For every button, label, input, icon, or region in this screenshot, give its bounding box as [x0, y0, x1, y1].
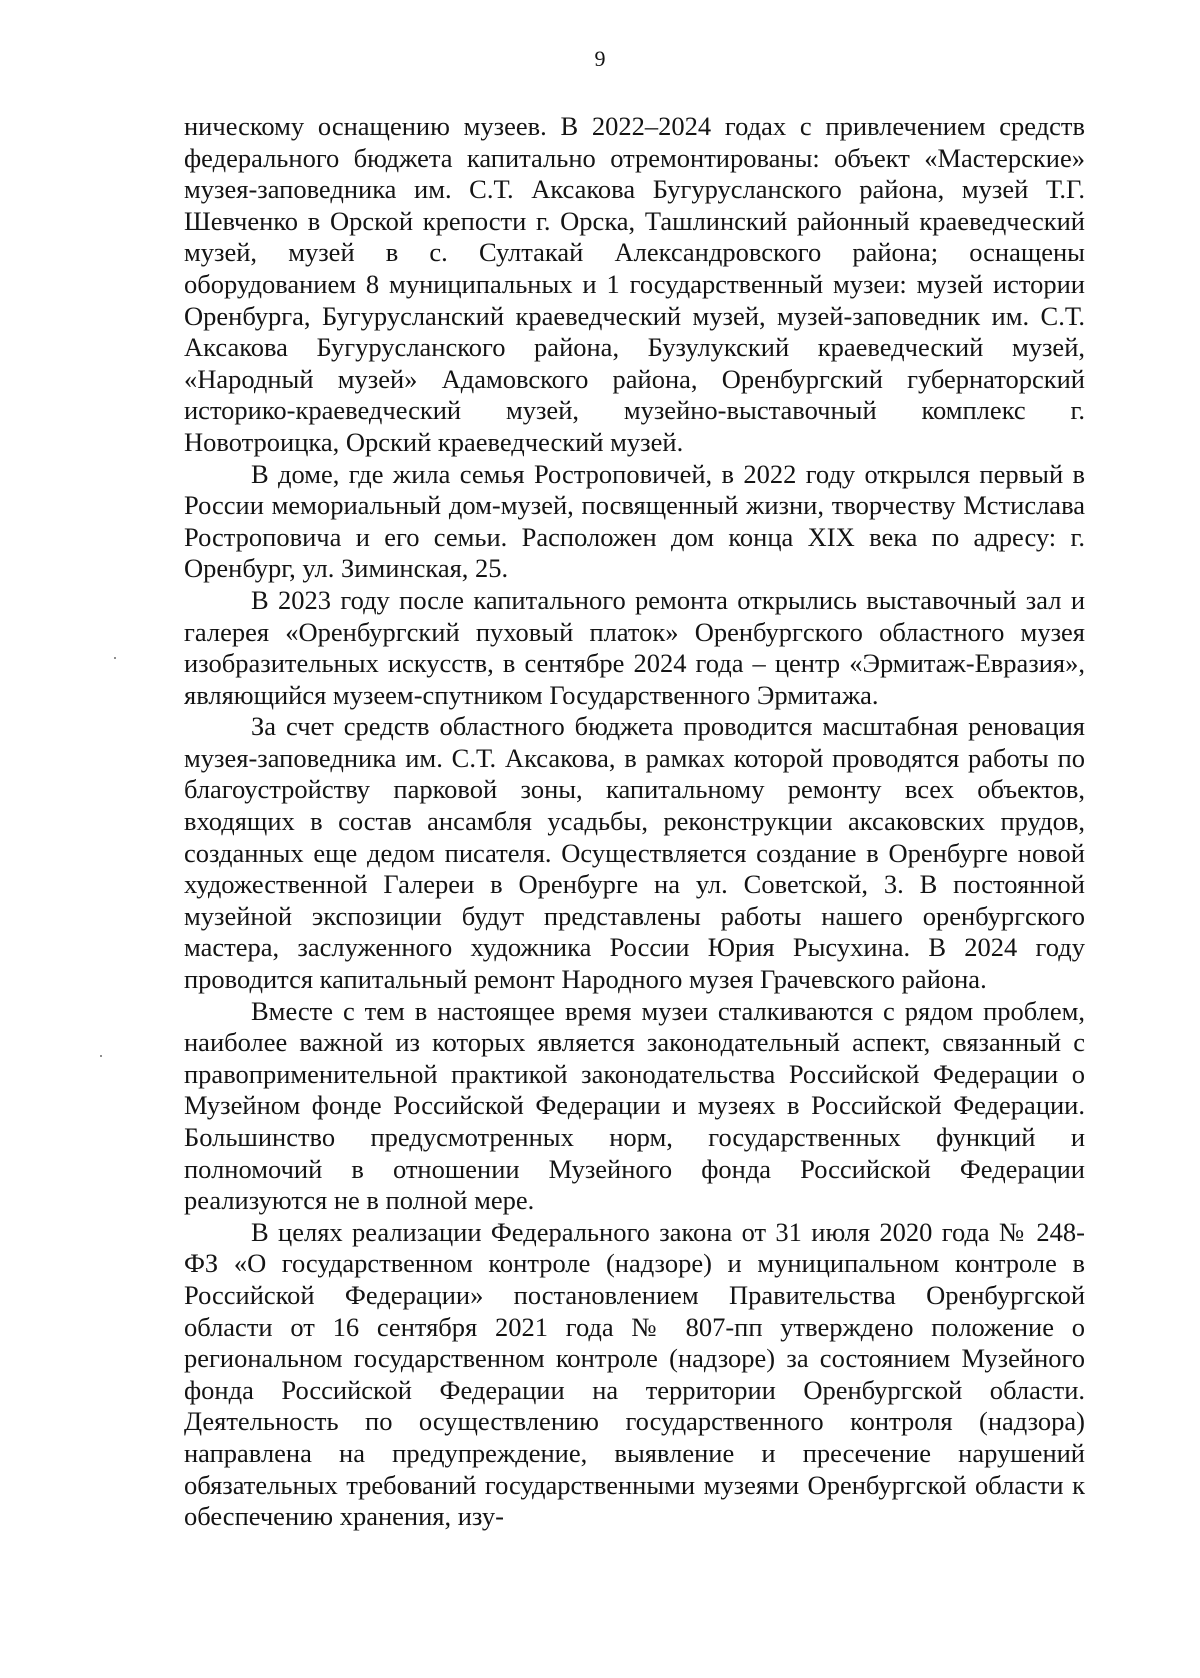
scan-speck: [100, 1055, 102, 1057]
page-number: 9: [594, 46, 606, 71]
document-body: [184, 111, 1085, 1533]
paragraph-legislative-problems: Вместе с тем в настоящее время музеи сталкиваются с рядом проблем, наиболее важной из которых является законодательный аспект, связанный с правоприменительной практикой законодательства Российской Федерации о Музейном фонде Российской Федерации и музеях в Российской Федерации. Большинство предусмотренных норм, государственных функций и полномочий в отношении Музейного фонда Российской Федерации реализуются не в полной мере.: [184, 995, 1085, 1216]
paragraph-aksakov-renovation: За счет средств областного бюджета проводится масштабная реновация музея-заповедника им. С.Т. Аксакова, в рамках которой проводятся работы по благоустройству парковой зоны, капитальному ремонту всех объектов, входящих в состав ансамбля усадьбы, реконструкции аксаковских прудов, созданных еще дедом писателя. Осуществляется создание в Оренбурге новой художественной Галереи в Оренбурге на ул. Советской, 3. В постоянной музейной экспозиции будут представлены работы нашего оренбургского мастера, заслуженного художника России Юрия Рысухина. В 2024 году проводится капитальный ремонт Народного музея Грачевского района.: [184, 711, 1085, 995]
paragraph-state-control: В целях реализации Федерального закона от 31 июля 2020 года № 248-ФЗ «О государственном контроле (надзоре) и муниципальном контроле в Российской Федерации» постановлением Правительства Оренбургской области от 16 сентября 2021 года № 807-пп утверждено положение о региональном государственном контроле (надзоре) за состоянием Музейного фонда Российской Федерации на территории Оренбургской области. Деятельность по осуществлению государственного контроля (надзора) направлена на предупреждение, выявление и пресечение нарушений обязательных требований государственными музеями Оренбургской области к обеспечению хранения, изу-: [184, 1216, 1085, 1532]
paragraph-museum-equipment: ническому оснащению музеев. В 2022–2024 годах с привлечением средств федерального бюджета капитально отремонтированы: объект «Мастерские» музея-заповедника им. С.Т. Аксакова Бугурусланского района, музей Т.Г. Шевченко в Орской крепости г. Орска, Ташлинский районный краеведческий музей, музей в с. Султакай Александровского района; оснащены оборудованием 8 муниципальных и 1 государственный музеи: музей истории Оренбурга, Бугурусланский краеведческий музей, музей-заповедник им. С.Т. Аксакова Бугурусланского района, Бузулукский краеведческий музей, «Народный музей» Адамовского района, Оренбургский губернаторский историко-краеведческий музей, музейно-выставочный комплекс г. Новотроицка, Орский краеведческий музей.: [184, 111, 1085, 457]
scan-speck: [114, 657, 116, 659]
paragraph-art-museum-gallery: В 2023 году после капитального ремонта открылись выставочный зал и галерея «Оренбургский пуховый платок» Оренбургского областного музея изобразительных искусств, в сентябре 2024 года – центр «Эрмитаж-Евразия», являющийся музеем-спутником Государственного Эрмитажа.: [184, 584, 1085, 710]
paragraph-rostropovich-house: В доме, где жила семья Ростроповичей, в 2022 году открылся первый в России мемориальный дом-музей, посвященный жизни, творчеству Мстислава Ростроповича и его семьи. Расположен дом конца XIX века по адресу: г. Оренбург, ул. Зиминская, 25.: [184, 458, 1085, 584]
